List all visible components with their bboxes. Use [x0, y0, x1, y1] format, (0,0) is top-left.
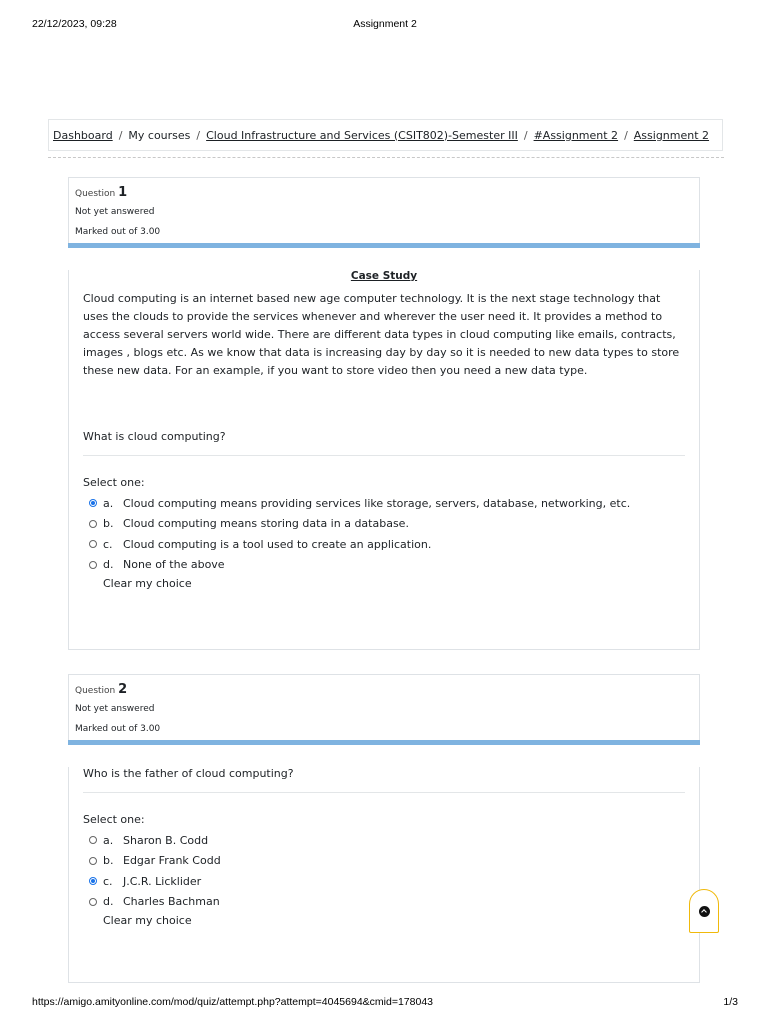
answer-option-a[interactable]	[89, 493, 685, 514]
answer-text: Cloud computing means providing services like storage, servers, database, networking, etc.	[123, 496, 631, 510]
radio-button[interactable]	[89, 836, 97, 844]
answer-option-c[interactable]	[89, 871, 685, 892]
print-url: https://amigo.amityonline.com/mod/quiz/attempt.php?attempt=4045694&cmid=178043	[32, 996, 433, 1008]
clear-choice-link[interactable]: Clear my choice	[103, 577, 192, 590]
breadcrumb-section[interactable]: #Assignment 2	[533, 128, 619, 142]
answer-text: Edgar Frank Codd	[123, 854, 221, 868]
case-study-title: Case Study	[350, 270, 418, 282]
select-one-label: Select one:	[83, 476, 145, 489]
answer-letter: c.	[103, 537, 113, 551]
question-prompt: Who is the father of cloud computing?	[83, 767, 685, 793]
breadcrumb-my-courses: My courses	[128, 128, 191, 142]
answer-text: Sharon B. Codd	[123, 833, 209, 847]
answer-text: Charles Bachman	[123, 895, 220, 909]
question-accent-bar	[68, 243, 700, 248]
radio-button[interactable]	[89, 561, 97, 569]
answer-letter: c.	[103, 874, 113, 888]
breadcrumb-separator: /	[624, 128, 628, 142]
print-datetime: 22/12/2023, 09:28	[32, 18, 117, 30]
radio-button[interactable]	[89, 898, 97, 906]
question-accent-bar	[68, 740, 700, 745]
select-one-label: Select one:	[83, 813, 145, 826]
breadcrumb-separator: /	[523, 128, 528, 142]
print-page-title: Assignment 2	[353, 18, 417, 30]
answer-text: J.C.R. Licklider	[123, 874, 202, 888]
page-divider	[48, 157, 724, 158]
answer-letter: a.	[103, 833, 114, 847]
breadcrumb-separator: /	[196, 128, 201, 142]
question-state: Not yet answered	[75, 207, 155, 217]
answer-letter: b.	[103, 854, 114, 868]
question-label: Question	[75, 686, 116, 696]
arrow-up-circle-icon	[699, 906, 710, 917]
answer-text: None of the above	[123, 558, 225, 572]
breadcrumb	[48, 119, 723, 151]
question-info	[68, 674, 700, 740]
clear-choice-link[interactable]: Clear my choice	[103, 914, 192, 927]
answer-letter: a.	[103, 496, 114, 510]
answer-letter: d.	[103, 558, 114, 572]
answer-list	[83, 493, 685, 575]
question-2	[68, 674, 700, 983]
answer-text: Cloud computing is a tool used to create an application.	[123, 537, 432, 551]
question-grade: Marked out of 3.00	[75, 227, 161, 237]
answer-option-d[interactable]	[89, 555, 685, 576]
question-number: 2	[118, 682, 128, 697]
radio-button-checked[interactable]	[89, 499, 97, 507]
print-page-number: 1/3	[723, 996, 738, 1008]
answer-option-d[interactable]	[89, 892, 685, 913]
question-prompt: What is cloud computing?	[83, 430, 685, 456]
question-content	[68, 270, 700, 650]
answer-option-b[interactable]	[89, 514, 685, 535]
case-study-text: Cloud computing is an internet based new age computer technology. It is the next stage technology that uses the clouds to provide the services whenever and wherever the user need it. It provides a method to access several servers world wide. There are different data types in cloud computing like emails, contracts, images , blogs etc. As we know that data is increasing day by day so it is needed to new data types to store these new data. For an example, if you want to store video then you need a new data type.	[83, 292, 680, 377]
radio-button[interactable]	[89, 540, 97, 548]
question-info	[68, 177, 700, 243]
question-label: Question	[75, 189, 116, 199]
answer-option-a[interactable]	[89, 830, 685, 851]
breadcrumb-course[interactable]: Cloud Infrastructure and Services (CSIT802)-Semester III	[206, 128, 518, 142]
answer-list	[83, 830, 685, 912]
breadcrumb-quiz[interactable]: Assignment 2	[633, 128, 710, 142]
answer-letter: d.	[103, 895, 114, 909]
question-number: 1	[118, 185, 128, 200]
question-content	[68, 767, 700, 983]
question-grade: Marked out of 3.00	[75, 724, 161, 734]
radio-button[interactable]	[89, 857, 97, 865]
breadcrumb-separator: /	[118, 128, 123, 142]
answer-text: Cloud computing means storing data in a database.	[123, 517, 409, 531]
breadcrumb-dashboard[interactable]: Dashboard	[53, 128, 113, 142]
answer-letter: b.	[103, 517, 114, 531]
radio-button[interactable]	[89, 520, 97, 528]
question-state: Not yet answered	[75, 704, 155, 714]
answer-option-c[interactable]	[89, 534, 685, 555]
question-1	[68, 177, 700, 650]
scroll-to-top-button[interactable]	[689, 889, 719, 933]
answer-option-b[interactable]	[89, 851, 685, 872]
radio-button-checked[interactable]	[89, 877, 97, 885]
